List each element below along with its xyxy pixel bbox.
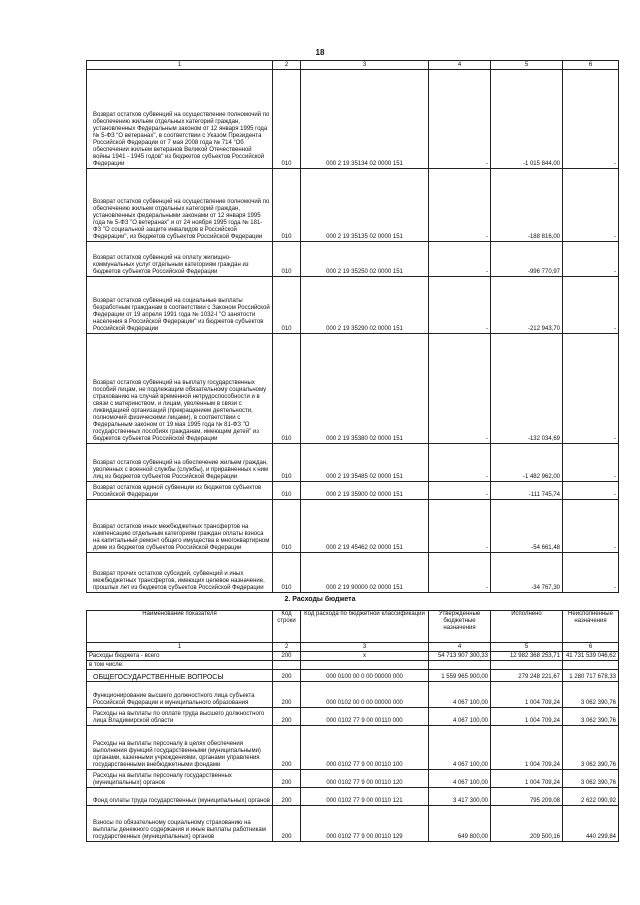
row-code: 010 (273, 482, 301, 500)
row-code: 010 (273, 242, 301, 277)
row-code (273, 661, 301, 670)
table-row (87, 242, 619, 277)
row-unexecuted: - (563, 70, 619, 169)
table-row (87, 770, 619, 788)
row-kbk (301, 661, 429, 670)
row-kbk: 000 0102 00 0 00 00000 000 (301, 682, 429, 708)
row-executed: -1 482 962,00 (491, 444, 563, 482)
row-kbk: 000 0100 00 0 00 00000 000 (301, 670, 429, 682)
row-name: ОБЩЕГОСУДАРСТВЕННЫЕ ВОПРОСЫ (87, 670, 273, 682)
table-row (87, 708, 619, 726)
row-code: 200 (273, 652, 301, 661)
row-unexecuted: - (563, 444, 619, 482)
row-kbk: 000 2 19 35135 02 0000 151 (301, 169, 429, 242)
row-approved: - (429, 277, 491, 334)
table-row (87, 169, 619, 242)
table-row (87, 788, 619, 806)
row-code: 010 (273, 334, 301, 444)
row-approved: 3 417 300,00 (429, 788, 491, 806)
row-unexecuted: 440 299,84 (563, 806, 619, 842)
row-executed (491, 661, 563, 670)
table-row (87, 334, 619, 444)
row-executed: -1 015 844,00 (491, 70, 563, 169)
row-unexecuted (563, 661, 619, 670)
header-name: Наименование показателя (87, 611, 273, 643)
header-code: Код строки (273, 611, 301, 643)
section-title: 2. Расходы бюджета (284, 596, 356, 603)
row-code: 200 (273, 806, 301, 842)
table-row (87, 806, 619, 842)
row-unexecuted: 1 280 717 678,33 (563, 670, 619, 682)
table-row (87, 70, 619, 169)
row-approved: 54 713 907 300,33 (429, 652, 491, 661)
row-name: Возврат остатков субвенций на обеспечение жильем граждан, уволенных с военной службы (службы), и приравненных к ним лиц из бюджетов субъектов Российской Федерации (87, 444, 273, 482)
table-row (87, 652, 619, 661)
row-code: 010 (273, 444, 301, 482)
row-code: 010 (273, 553, 301, 593)
row-executed: 12 982 368 253,71 (491, 652, 563, 661)
row-approved: 4 067 100,00 (429, 708, 491, 726)
row-approved: 4 067 100,00 (429, 770, 491, 788)
row-name: Расходы бюджета - всего (87, 652, 273, 661)
row-approved: - (429, 482, 491, 500)
row-kbk: 000 2 19 35485 02 0000 151 (301, 444, 429, 482)
col-number: 5 (491, 61, 563, 70)
row-approved: 4 067 100,00 (429, 682, 491, 708)
table-row (87, 553, 619, 593)
row-kbk: 000 2 19 45462 02 0000 151 (301, 500, 429, 553)
row-kbk: 000 2 19 35250 02 0000 151 (301, 242, 429, 277)
col-number: 3 (301, 61, 429, 70)
row-kbk: 000 0102 77 9 00 00110 129 (301, 806, 429, 842)
row-kbk: 000 2 19 90000 02 0000 151 (301, 553, 429, 593)
row-name: Возврат остатков субвенций на оплату жилищно-коммунальных услуг отдельным категориям граждан из бюджетов субъектов Российской Федерации (87, 242, 273, 277)
row-kbk: 000 0102 77 9 00 00110 120 (301, 770, 429, 788)
row-executed: 279 248 221,67 (491, 670, 563, 682)
row-code: 200 (273, 726, 301, 770)
row-name: Функционирование высшего должностного лица субъекта Российской Федерации и муниципального образования (87, 682, 273, 708)
row-unexecuted: - (563, 334, 619, 444)
row-name: Расходы на выплаты персоналу государственных (муниципальных) органов (87, 770, 273, 788)
row-unexecuted: 3 062 390,76 (563, 708, 619, 726)
row-code: 010 (273, 70, 301, 169)
col-number: 6 (563, 61, 619, 70)
table-row (87, 500, 619, 553)
table-row (87, 661, 619, 670)
table-header-numbers (87, 61, 619, 70)
row-unexecuted: 2 622 090,92 (563, 788, 619, 806)
row-approved: - (429, 444, 491, 482)
col-number: 2 (273, 643, 301, 652)
table-header (87, 611, 619, 643)
row-kbk: 000 0102 77 9 00 00110 100 (301, 726, 429, 770)
row-executed: -34 767,30 (491, 553, 563, 593)
row-approved: - (429, 70, 491, 169)
row-executed: -132 034,69 (491, 334, 563, 444)
row-unexecuted: 3 062 390,76 (563, 770, 619, 788)
table-header-numbers (87, 643, 619, 652)
row-kbk: 000 2 19 35134 02 0000 151 (301, 70, 429, 169)
budget-expenses-table (86, 610, 619, 842)
col-number: 1 (87, 61, 273, 70)
row-code: 200 (273, 788, 301, 806)
row-code: 010 (273, 500, 301, 553)
row-code: 200 (273, 670, 301, 682)
table-row (87, 482, 619, 500)
row-name: Расходы на выплаты по оплате труда высшего должностного лица Владимирской области (87, 708, 273, 726)
col-number: 4 (429, 61, 491, 70)
header-unexecuted: Неисполненные назначения (563, 611, 619, 643)
col-number: 5 (491, 643, 563, 652)
row-unexecuted: 3 062 390,76 (563, 726, 619, 770)
row-executed: 209 500,16 (491, 806, 563, 842)
row-executed: 1 004 709,24 (491, 682, 563, 708)
row-unexecuted: - (563, 242, 619, 277)
header-approved: Утвержденные бюджетные назначения (429, 611, 491, 643)
table-row (87, 682, 619, 708)
row-unexecuted: 41 731 539 046,62 (563, 652, 619, 661)
row-code: 010 (273, 169, 301, 242)
header-kbk: Код расхода по бюджетной классификации (301, 611, 429, 643)
row-code: 200 (273, 770, 301, 788)
row-kbk: 000 0102 77 9 00 00110 121 (301, 788, 429, 806)
row-approved: 649 800,00 (429, 806, 491, 842)
row-kbk: 000 2 19 35380 02 0000 151 (301, 334, 429, 444)
revenue-returns-table (86, 60, 619, 593)
row-name: Возврат остатков единой субвенции из бюджетов субъектов Российской Федерации (87, 482, 273, 500)
row-kbk: 000 0102 77 9 00 00110 000 (301, 708, 429, 726)
row-name: Расходы на выплаты персоналу в целях обеспечения выполнения функций государственными (муниципальными) органами, казенными учреждениями, органами управления государственными внебюджетными фондами (87, 726, 273, 770)
row-unexecuted: - (563, 553, 619, 593)
row-name: Фонд оплаты труда государственных (муниципальных) органов (87, 788, 273, 806)
row-code: 010 (273, 277, 301, 334)
table-row (87, 444, 619, 482)
row-kbk: x (301, 652, 429, 661)
table-row (87, 670, 619, 682)
row-approved: - (429, 334, 491, 444)
col-number: 3 (301, 643, 429, 652)
row-approved: - (429, 500, 491, 553)
table-row (87, 277, 619, 334)
row-executed: 1 004 709,24 (491, 770, 563, 788)
page-number: 18 (315, 48, 325, 57)
row-name: Взносы по обязательному социальному страхованию на выплаты денежного содержания и иные выплаты работникам государственных (муниципальных) органов (87, 806, 273, 842)
row-name: Возврат остатков субвенций на выплату государственных пособий лицам, не подлежащим обязательному социальному страхованию на случай временной нетрудоспособности и в связи с материнством, и лицам, уволенным в связи с ликвидацией организаций (прекращением деятельности, полномочий физическими лицами), в соответствии с Федеральным законом от 19 мая 1995 года № 81-ФЗ "О государственных пособиях гражданам, имеющим детей" из бюджетов субъектов Российской Федерации (87, 334, 273, 444)
row-unexecuted: - (563, 169, 619, 242)
row-approved (429, 661, 491, 670)
row-kbk: 000 2 19 35290 02 0000 151 (301, 277, 429, 334)
col-number: 4 (429, 643, 491, 652)
row-approved: 1 559 965 900,00 (429, 670, 491, 682)
row-executed: -111 745,74 (491, 482, 563, 500)
row-executed: -212 943,70 (491, 277, 563, 334)
row-name: Возврат остатков иных межбюджетных трансфертов на компенсацию отдельным категориям граждан оплаты взноса на капитальный ремонт общего имущества в многоквартирном доме из бюджетов субъектов Российской Федерации (87, 500, 273, 553)
row-approved: - (429, 242, 491, 277)
row-name: Возврат остатков субвенций на социальные выплаты безработным гражданам в соответствии с Законом Российской Федерации от 19 апреля 1991 года № 1032-I "О занятости населения в Российской Федерации" из бюджетов субъектов Российской Федерации (87, 277, 273, 334)
row-executed: 795 209,08 (491, 788, 563, 806)
row-approved: - (429, 553, 491, 593)
row-name: Возврат остатков субвенций на осуществление полномочий по обеспечению жильем отдельных категорий граждан, установленных федеральными законами от 12 января 1995 года № 5-ФЗ "О ветеранах" и от 24 ноября 1995 года № 181-ФЗ "О социальной защите инвалидов в Российской Федерации", из бюджетов субъектов Российской Федерации (87, 169, 273, 242)
row-name: Возврат прочих остатков субсидий, субвенций и иных межбюджетных трансфертов, имеющих целевое назначение, прошлых лет из бюджетов субъектов Российской Федерации (87, 553, 273, 593)
row-name: в том числе: (87, 661, 273, 670)
row-unexecuted: - (563, 500, 619, 553)
row-unexecuted: - (563, 277, 619, 334)
row-code: 200 (273, 682, 301, 708)
row-unexecuted: 3 062 390,76 (563, 682, 619, 708)
row-code: 200 (273, 708, 301, 726)
row-approved: - (429, 169, 491, 242)
col-number: 2 (273, 61, 301, 70)
row-executed: -188 816,00 (491, 169, 563, 242)
table-row (87, 726, 619, 770)
row-executed: 1 004 709,24 (491, 726, 563, 770)
row-name: Возврат остатков субвенций на осуществление полномочий по обеспечению жильем отдельных категорий граждан, установленных Федеральным законом от 12 января 1995 года № 5-ФЗ "О ветеранах", в соответствии с Указом Президента Российской Федерации от 7 мая 2008 года № 714 "Об обеспечении жильем ветеранов Великой Отечественной войны 1941 - 1945 годов" из бюджетов субъектов Российской Федерации (87, 70, 273, 169)
row-unexecuted: - (563, 482, 619, 500)
row-approved: 4 067 100,00 (429, 726, 491, 770)
row-executed: -54 661,48 (491, 500, 563, 553)
row-executed: 1 004 709,24 (491, 708, 563, 726)
col-number: 6 (563, 643, 619, 652)
col-number: 1 (87, 643, 273, 652)
row-kbk: 000 2 19 35900 02 0000 151 (301, 482, 429, 500)
row-executed: -996 770,97 (491, 242, 563, 277)
header-executed: Исполнено (491, 611, 563, 643)
